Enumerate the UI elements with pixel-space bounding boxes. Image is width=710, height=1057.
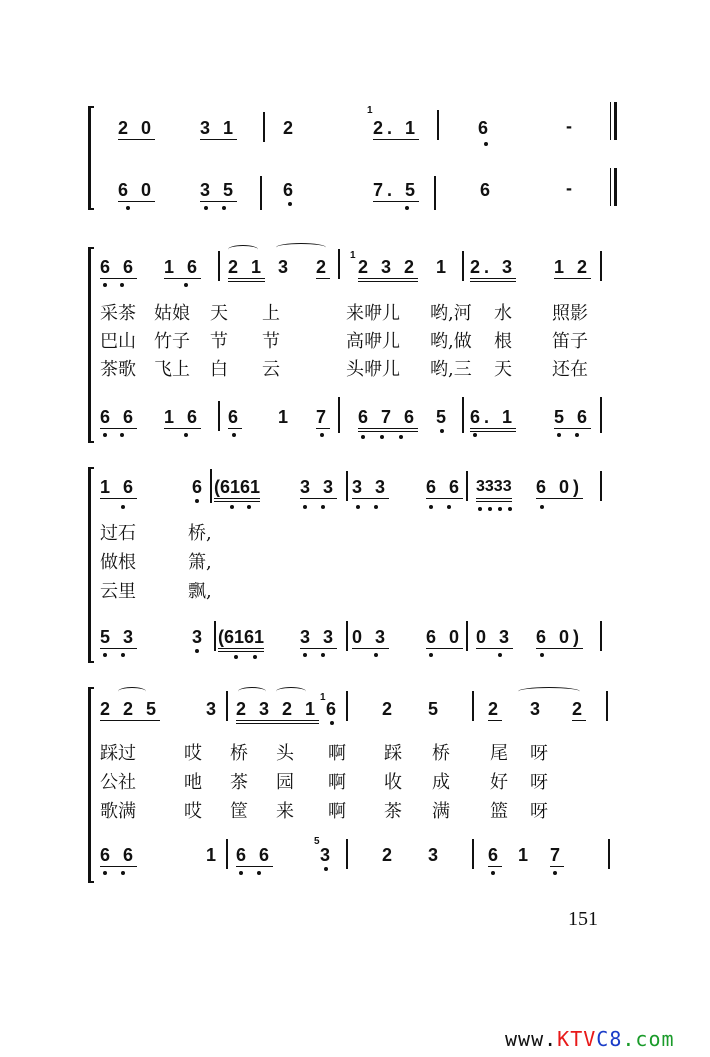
system-bracket bbox=[88, 106, 91, 210]
low-octave-dot bbox=[324, 867, 328, 871]
slur bbox=[238, 687, 266, 696]
note-group: 0 3 bbox=[476, 627, 514, 647]
lyric-line-2 bbox=[100, 772, 620, 796]
bar-line bbox=[462, 251, 464, 281]
bar-line bbox=[608, 839, 610, 869]
lyric: 哎 bbox=[184, 743, 202, 764]
note: 3 bbox=[278, 257, 293, 277]
bar-line bbox=[346, 621, 348, 651]
bar-line bbox=[210, 469, 212, 503]
lyric-line-2 bbox=[100, 331, 620, 355]
lyric: 公社 bbox=[100, 772, 136, 793]
low-octave-dot bbox=[288, 202, 292, 206]
low-octave-dot bbox=[121, 653, 125, 657]
low-octave-dot bbox=[103, 871, 107, 875]
low-octave-dot bbox=[557, 433, 561, 437]
note-group: 6 6 bbox=[100, 845, 138, 865]
score-system-4 bbox=[88, 685, 628, 885]
note-group: 6 6 bbox=[100, 257, 138, 277]
slur bbox=[118, 687, 146, 696]
grace-note: 5 bbox=[314, 836, 320, 847]
lyric: 啊 bbox=[328, 801, 346, 822]
lyric: 满 bbox=[432, 801, 450, 822]
lyric: 采茶 bbox=[100, 303, 136, 324]
lyric: 节 bbox=[210, 331, 228, 352]
note-group: 3 3 bbox=[300, 477, 338, 497]
lyric: 哎 bbox=[184, 801, 202, 822]
note: 1 bbox=[436, 257, 451, 277]
lyric: 头咿儿 bbox=[346, 359, 400, 380]
lyric-line-3 bbox=[100, 359, 620, 383]
note-group: 3333 bbox=[476, 477, 512, 502]
bar-line bbox=[600, 251, 602, 281]
lyric: 桥, bbox=[188, 523, 212, 544]
note-group: 1 2 bbox=[554, 257, 592, 277]
final-bar-line bbox=[610, 102, 611, 140]
note: 5 bbox=[436, 407, 451, 427]
low-octave-dot bbox=[553, 871, 557, 875]
bar-line bbox=[338, 249, 340, 279]
lyric: 桥 bbox=[432, 743, 450, 764]
bar-line bbox=[214, 621, 216, 651]
bar-line bbox=[472, 839, 474, 869]
low-octave-dot bbox=[356, 505, 360, 509]
low-octave-dot bbox=[447, 505, 451, 509]
note: 1 bbox=[206, 845, 221, 865]
note-group: 6 7 6 bbox=[358, 407, 418, 432]
note: 2 bbox=[382, 699, 397, 719]
lyric: 茶 bbox=[384, 801, 402, 822]
bar-line bbox=[606, 691, 608, 721]
note: 6 bbox=[228, 407, 243, 427]
lyric-line-3 bbox=[100, 801, 620, 825]
low-octave-dot bbox=[540, 505, 544, 509]
note-group: (6161 bbox=[214, 477, 260, 502]
low-octave-dot bbox=[374, 505, 378, 509]
low-octave-dot bbox=[321, 505, 325, 509]
lyric-line-1 bbox=[100, 743, 620, 767]
low-octave-dot bbox=[484, 142, 488, 146]
note: 2 bbox=[572, 699, 587, 719]
lyric: 云里 bbox=[100, 581, 136, 602]
note-group: 1 6 bbox=[164, 407, 202, 427]
low-octave-dot bbox=[120, 283, 124, 287]
note-group: 6. 1 bbox=[470, 407, 516, 432]
slur bbox=[276, 243, 326, 252]
final-bar-line bbox=[614, 102, 617, 140]
note-group: 6 0 bbox=[118, 180, 156, 200]
score-system-3 bbox=[88, 465, 628, 665]
lyric: 呀 bbox=[530, 772, 548, 793]
low-octave-dot bbox=[184, 283, 188, 287]
bar-line bbox=[346, 471, 348, 501]
bar-line bbox=[218, 251, 220, 281]
bar-line bbox=[466, 621, 468, 651]
low-octave-dot bbox=[195, 649, 199, 653]
low-octave-dot bbox=[380, 435, 384, 439]
final-bar-line bbox=[610, 168, 611, 206]
grace-note: 1 bbox=[350, 250, 356, 261]
bar-line bbox=[462, 397, 464, 433]
watermark-brand-b: C8 bbox=[596, 1027, 623, 1051]
low-octave-dot bbox=[303, 505, 307, 509]
bar-line bbox=[338, 397, 340, 433]
note-group: 2 2 5 bbox=[100, 699, 161, 719]
lyric: 姑娘 bbox=[154, 303, 190, 324]
lyric: 收 bbox=[384, 772, 402, 793]
site-watermark bbox=[505, 1027, 675, 1051]
lyric: 云 bbox=[262, 359, 280, 380]
lyric: 筐 bbox=[230, 801, 248, 822]
lyric: 呀 bbox=[530, 801, 548, 822]
lyric: 尾 bbox=[490, 743, 508, 764]
bar-line bbox=[437, 110, 439, 140]
note-group: 6 0 bbox=[426, 627, 464, 647]
note-group: 2. 1 bbox=[373, 118, 420, 138]
low-octave-dot bbox=[204, 206, 208, 210]
watermark-prefix: www. bbox=[505, 1027, 558, 1051]
score-system-1 bbox=[88, 100, 628, 230]
lyric: 踩过 bbox=[100, 743, 136, 764]
low-octave-dot bbox=[320, 433, 324, 437]
system-bracket bbox=[88, 467, 91, 663]
note: 7 bbox=[316, 407, 331, 427]
note: 6 bbox=[480, 180, 495, 200]
lyric-line-1 bbox=[100, 303, 620, 327]
lyric: 园 bbox=[276, 772, 294, 793]
lyric: 成 bbox=[432, 772, 450, 793]
low-octave-dot bbox=[239, 871, 243, 875]
bar-line bbox=[263, 112, 265, 142]
lyric: 节 bbox=[262, 331, 280, 352]
lyric: 头 bbox=[276, 743, 294, 764]
lyric: 巴山 bbox=[100, 331, 136, 352]
low-octave-dot bbox=[230, 505, 234, 509]
lyric: 水 bbox=[494, 303, 512, 324]
watermark-suffix: .com bbox=[622, 1027, 675, 1051]
lyric: 好 bbox=[490, 772, 508, 793]
low-octave-dot bbox=[103, 653, 107, 657]
lyric: 来咿儿 bbox=[346, 303, 400, 324]
note: 2 bbox=[488, 699, 503, 719]
lyric: 桥 bbox=[230, 743, 248, 764]
lyric: 白 bbox=[210, 359, 228, 380]
system-bracket bbox=[88, 247, 91, 443]
low-octave-dot bbox=[508, 507, 512, 511]
lyric: 天 bbox=[494, 359, 512, 380]
note-group: 2 0 bbox=[118, 118, 156, 138]
grace-note: 1 bbox=[320, 692, 326, 703]
bar-line bbox=[600, 397, 602, 433]
low-octave-dot bbox=[330, 721, 334, 725]
slur bbox=[518, 687, 580, 696]
low-octave-dot bbox=[234, 655, 238, 659]
note: 1 bbox=[278, 407, 293, 427]
lyric-line-3 bbox=[100, 581, 300, 605]
slur bbox=[228, 245, 258, 254]
low-octave-dot bbox=[488, 507, 492, 511]
note-group: 3 5 bbox=[200, 180, 238, 200]
note: 6 bbox=[478, 118, 493, 138]
low-octave-dot bbox=[253, 655, 257, 659]
note-group: 7. 5 bbox=[373, 180, 420, 200]
low-octave-dot bbox=[126, 206, 130, 210]
note: 2 bbox=[316, 257, 331, 277]
lyric: 吔 bbox=[184, 772, 202, 793]
note-group: 1 6 bbox=[164, 257, 202, 277]
note-group: 3 1 bbox=[200, 118, 238, 138]
low-octave-dot bbox=[232, 433, 236, 437]
note-group: 3 3 bbox=[352, 477, 390, 497]
low-octave-dot bbox=[498, 507, 502, 511]
low-octave-dot bbox=[374, 653, 378, 657]
watermark-brand-a: KTV bbox=[557, 1027, 597, 1051]
low-octave-dot bbox=[429, 653, 433, 657]
note: 7 bbox=[550, 845, 565, 865]
note-group: 1 6 bbox=[100, 477, 138, 497]
low-octave-dot bbox=[103, 433, 107, 437]
low-octave-dot bbox=[540, 653, 544, 657]
note: 3 bbox=[320, 845, 335, 865]
bar-line bbox=[346, 691, 348, 721]
lyric: 天 bbox=[210, 303, 228, 324]
bar-line bbox=[466, 471, 468, 501]
lyric: 根 bbox=[494, 331, 512, 352]
lyric: 还在 bbox=[552, 359, 588, 380]
slur bbox=[276, 687, 306, 696]
note: 1 bbox=[518, 845, 533, 865]
note: 6 bbox=[326, 699, 341, 719]
note-group: 6 6 bbox=[100, 407, 138, 427]
lyric: 哟,三 bbox=[430, 359, 472, 380]
bar-line bbox=[226, 691, 228, 721]
low-octave-dot bbox=[361, 435, 365, 439]
page-number: 151 bbox=[568, 908, 598, 930]
note: 3 bbox=[206, 699, 221, 719]
bar-line bbox=[218, 401, 220, 431]
bar-line bbox=[600, 471, 602, 501]
note: 6 bbox=[192, 477, 207, 497]
lyric-line-2 bbox=[100, 552, 300, 576]
note-group: 3 3 bbox=[300, 627, 338, 647]
note-group: 0 3 bbox=[352, 627, 390, 647]
grace-note: 1 bbox=[367, 105, 373, 116]
hold-dash: - bbox=[566, 178, 576, 198]
bar-line bbox=[472, 691, 474, 721]
lyric: 飞上 bbox=[154, 359, 190, 380]
lyric: 呀 bbox=[530, 743, 548, 764]
lyric: 竹子 bbox=[154, 331, 190, 352]
lyric: 做根 bbox=[100, 552, 136, 573]
bar-line bbox=[434, 176, 436, 210]
note-group: (6161 bbox=[218, 627, 264, 652]
lyric: 歌满 bbox=[100, 801, 136, 822]
low-octave-dot bbox=[103, 283, 107, 287]
note: 6 bbox=[283, 180, 298, 200]
note: 6 bbox=[488, 845, 503, 865]
low-octave-dot bbox=[491, 871, 495, 875]
bar-line bbox=[600, 621, 602, 651]
low-octave-dot bbox=[257, 871, 261, 875]
bar-line bbox=[346, 839, 348, 869]
low-octave-dot bbox=[247, 505, 251, 509]
low-octave-dot bbox=[303, 653, 307, 657]
note: 2 bbox=[283, 118, 298, 138]
lyric: 啊 bbox=[328, 743, 346, 764]
note-group: 2 1 bbox=[228, 257, 265, 282]
lyric: 箫, bbox=[188, 552, 212, 573]
note-group: 5 6 bbox=[554, 407, 592, 427]
lyric: 篮 bbox=[490, 801, 508, 822]
low-octave-dot bbox=[429, 505, 433, 509]
final-bar-line bbox=[614, 168, 617, 206]
low-octave-dot bbox=[121, 505, 125, 509]
lyric: 飘, bbox=[188, 581, 212, 602]
low-octave-dot bbox=[120, 433, 124, 437]
lyric: 照影 bbox=[552, 303, 588, 324]
lyric: 哟,做 bbox=[430, 331, 472, 352]
lyric: 高咿儿 bbox=[346, 331, 400, 352]
lyric-line-1 bbox=[100, 523, 300, 547]
lyric: 茶 bbox=[230, 772, 248, 793]
low-octave-dot bbox=[399, 435, 403, 439]
lyric: 上 bbox=[262, 303, 280, 324]
score-system-2 bbox=[88, 245, 628, 445]
lyric: 哟,河 bbox=[430, 303, 472, 324]
bar-line bbox=[226, 839, 228, 869]
note-group: 6 6 bbox=[236, 845, 274, 865]
note: 5 bbox=[428, 699, 443, 719]
note-group: 2 3 2 1 bbox=[236, 699, 319, 724]
hold-dash: - bbox=[566, 116, 576, 136]
lyric: 过石 bbox=[100, 523, 136, 544]
note-group: 2. 3 bbox=[470, 257, 516, 282]
low-octave-dot bbox=[321, 653, 325, 657]
low-octave-dot bbox=[222, 206, 226, 210]
low-octave-dot bbox=[121, 871, 125, 875]
bar-line bbox=[260, 176, 262, 210]
lyric: 茶歌 bbox=[100, 359, 136, 380]
note-group: 2 3 2 bbox=[358, 257, 418, 282]
note: 2 bbox=[382, 845, 397, 865]
lyric: 踩 bbox=[384, 743, 402, 764]
note: 3 bbox=[192, 627, 207, 647]
low-octave-dot bbox=[498, 653, 502, 657]
lyric: 啊 bbox=[328, 772, 346, 793]
low-octave-dot bbox=[478, 507, 482, 511]
note-group: 6 0) bbox=[536, 627, 584, 647]
low-octave-dot bbox=[473, 433, 477, 437]
note-group: 6 6 bbox=[426, 477, 464, 497]
low-octave-dot bbox=[405, 206, 409, 210]
note-group: 6 0) bbox=[536, 477, 584, 497]
low-octave-dot bbox=[440, 429, 444, 433]
low-octave-dot bbox=[195, 499, 199, 503]
system-bracket bbox=[88, 687, 91, 883]
note-group: 5 3 bbox=[100, 627, 138, 647]
lyric: 笛子 bbox=[552, 331, 588, 352]
note: 3 bbox=[428, 845, 443, 865]
lyric: 来 bbox=[276, 801, 294, 822]
note: 3 bbox=[530, 699, 545, 719]
low-octave-dot bbox=[575, 433, 579, 437]
low-octave-dot bbox=[184, 433, 188, 437]
